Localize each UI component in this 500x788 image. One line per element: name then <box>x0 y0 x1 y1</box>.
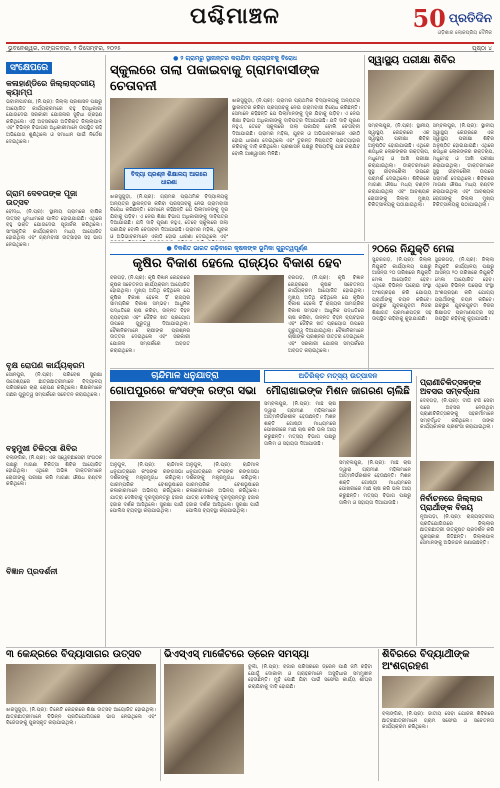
photo-caption: ବିଦ୍ୟା ପ୍ରଶ୍ନ ଶିକ୍ଷାଳୟ ଆଗରେ ଧାରଣା <box>124 168 214 190</box>
fishery-photo <box>339 401 411 457</box>
top-story-body-cont: ଝାରସୁଗୁଡ଼ା, (ନି.ପ୍ର): ଗ୍ରାମର ପ୍ରାଥମିକ ବିଦ୍ୟାଳୟକୁ ଅନ୍ୟତ୍ର ସ୍ଥାନାନ୍ତର କରିବା ପ୍ରସ୍ତାବକୁ ନେଇ ଗ୍ରାମବାସୀ ବିରୋଧ କରିଛନ୍ତି। ସେମାନେ କହିଛନ୍ତି ଯେ ପିଲାମାନଙ୍କୁ ଦୂର ଯିବାକୁ ପଡ଼ିବ। ଏ ନେଇ ଶିକ୍ଷା ବିଭାଗ ଅଧିକାରୀଙ୍କୁ ଦାବିପତ୍ର ଦିଆଯାଇଛି। ଯଦି ଦାବି ପୂରଣ ନହୁଏ, ତେବେ ସ୍କୁଲରେ ତାଲା ପକାଯିବ ବୋଲି ଚେତାବନୀ ଦିଆଯାଇଛି। ଗ୍ରାମର ମହିଳା, ଯୁବକ ଓ ଅଭିଭାବକମାନେ ଏକାଠି ହୋଇ ଧାରଣା ଦେଇଥିଲେ ଏବଂ ତୁରନ୍ତ ନିଷ୍ପତ୍ତି ପ୍ରତ୍ୟାହାର କରିବାକୁ ଦାବି କରିଥିଲେ। ପ୍ରଶାସନ ପକ୍ଷରୁ ବିଷୟଟିକୁ ଯାଞ୍ଚ କରାଯିବ ବୋଲି ଆଶ୍ୱାସନା ମିଳିଛି। <box>232 98 360 157</box>
jobs-body: ସୁନ୍ଦରଗଡ଼, (ନି.ପ୍ର): ଜିଲ୍ଲା ନିଯୁକ୍ତି କାର୍ଯ୍ୟାଳୟ ପକ୍ଷରୁ ଆସନ୍ତା ୨୦ ତାରିଖରେ ନିଯୁକ୍ତି ମେଳା ଆୟୋଜିତ ହେବ। ଏଥିରେ ବିଭିନ୍ନ ଘରୋଇ ସଂସ୍ଥା ଅଂଶଗ୍ରହଣ କରି ଯୋଗ୍ୟ ପ୍ରାର୍ଥୀଙ୍କୁ ଚୟନ କରିବେ। ଇଚ୍ଛୁକ ଯୁବକଯୁବତୀ ନିଜର ଶିକ୍ଷାଗତ ପ୍ରମାଣପତ୍ର ସହ ଉପସ୍ଥିତ ରହିବାକୁ କୁହାଯାଇଛି। <box>372 257 432 323</box>
bottom-headline[interactable]: ଭିଏସ୍ଏସ୍ ମାର୍କେଟରେ ଡ୍ରେନ ସମସ୍ୟା <box>164 649 310 660</box>
divider <box>110 242 494 243</box>
section-title: ପଶ୍ଚିମାଞ୍ଚଳ <box>190 4 280 29</box>
brief-body: ସୋନପୁର, (ନି.ପ୍ର): ପରିବେଶ ସୁରକ୍ଷା ଉଦ୍ଦେଶ୍ୟରେ ଛାତ୍ରଛାତ୍ରୀମାନେ ବିଦ୍ୟାଳୟ ପରିସରରେ ଚାରା ରୋପଣ କରିଥିଲେ। ଶିକ୍ଷକମାନେ ଗଛର ଗୁରୁତ୍ୱ ସମ୍ପର୍କରେ ସଚେତନ କରାଇଥିଲେ। <box>6 372 102 398</box>
top-story-headline[interactable]: ସ୍କୁଲରେ ତାଲା ପକାଇବାକୁ ଗ୍ରାମବାସୀଙ୍କ ଚେତାବନୀ <box>110 63 320 94</box>
agri-headline[interactable]: କୃଷିର ବିକାଶ ହେଲେ ରାଜ୍ୟର ବିକାଶ ହେବ <box>132 256 342 271</box>
camp-photo <box>382 676 494 708</box>
health-camp-photo <box>368 70 494 120</box>
yatra-photo <box>110 401 260 459</box>
divider <box>6 647 494 648</box>
brief-headline[interactable]: ଗ୍ରାମ ଦେବତାଙ୍କ ପୂଜା ଉତ୍ସବ <box>6 189 78 207</box>
agri-body: ବରଗଡ଼, (ନି.ପ୍ର): କୃଷି ବିଜ୍ଞାନ କେନ୍ଦ୍ରରେ କୃଷକ ସଚେତନତା କାର୍ଯ୍ୟକ୍ରମ ଆୟୋଜିତ ହୋଇଥିଲା। ମୁଖ୍ୟ ଅତିଥି କହିଥିଲେ ଯେ କୃଷିର ବିକାଶ ହେଲେ ହିଁ ରାଜ୍ୟର ସାମଗ୍ରିକ ବିକାଶ ସମ୍ଭବ। ଆଧୁନିକ ପଦ୍ଧତିରେ ଚାଷ କରିବା, ଉନ୍ନତ ବିହନ ବ୍ୟବହାର ଏବଂ ଜୈବିକ ଖତ ପ୍ରୟୋଗ ଉପରେ ଗୁରୁତ୍ୱ ଦିଆଯାଇଥିଲା। ବୈଜ୍ଞାନିକମାନେ ଚାଷୀଙ୍କ ପ୍ରଶ୍ନର ଉତ୍ତର ଦେଇଥିଲେ ଏବଂ ସରକାରୀ ଯୋଜନା ସମ୍ପର୍କରେ ଅବଗତ କରାଇଥିଲେ। <box>110 275 190 354</box>
health-body: ସମ୍ବଲପୁର, (ନି.ପ୍ର): ସ୍ଥାନୀୟ ସ୍ୱାସ୍ଥ୍ୟ କେନ୍ଦ୍ରରେ ଏକ ସ୍ୱାସ୍ଥ୍ୟ ପରୀକ୍ଷା ଶିବିର ଅନୁଷ୍ଠିତ ହୋଇଯାଇଛି। ଏଥିରେ ଶତାଧିକ ଲୋକଙ୍କର ରକ୍ତଚାପ, ମଧୁମେହ ଓ ଆଖି ପରୀକ୍ଷା କରାଯାଇଥିଲା। ଡାକ୍ତରମାନେ ସୁସ୍ଥ ଜୀବନଶୈଳୀ ଉପରେ ପରାମର୍ଶ ଦେଇଥିଲେ। ଶିବିରରେ ମାଗଣା ଔଷଧ ମଧ୍ୟ ବଣ୍ଟନ କରାଯାଇଥିଲା ଏବଂ ଆବଶ୍ୟକ ରୋଗୀଙ୍କୁ ଜିଲ୍ଲା ମୁଖ୍ୟ ଚିକିତ୍ସାଳୟକୁ ପଠାଯାଇଥିଲା। <box>368 123 430 209</box>
chand-body-cont: ଅନୁଗୁଳ, (ନି.ପ୍ର): ଚାନ୍ଦିମାଳ ଧନୁଯାତ୍ରାରେ କଂସଙ୍କ ରଙ୍ଗସଭା ଦର୍ଶକଙ୍କୁ ମନ୍ତ୍ରମୁଗ୍ଧ କରିଥିଲା। ପାରମ୍ପରିକ ବେଶଭୂଷାରେ କଳାକାରମାନେ ଅଭିନୟ କରିଥିଲେ। ଯାତ୍ରା ଦେଖିବାକୁ ଦୂରଦୂରାନ୍ତରୁ ହଜାର ହଜାର ଦର୍ଶକ ଆସିଥିଲେ। ସୁରକ୍ଷା ପାଇଁ ପୋଲିସ ବ୍ୟବସ୍ଥା କରାଯାଇଥିଲା। <box>186 462 259 515</box>
education-fest-story <box>6 649 156 781</box>
logo-anniversary-number: 50 <box>412 4 446 33</box>
dateline <box>6 42 494 52</box>
top-story-kicker: ● ୨ ଗ୍ରାମରୁ ସ୍ଥାନାନ୍ତର କରାଯିବା ପ୍ରସ୍ତାବକୁ ବିରୋଧ <box>173 55 297 62</box>
brief-body: ଭବାନୀପାଟଣା, (ନି.ପ୍ର): ଜିଲ୍ଲା ପ୍ରଶାସନ ପକ୍ଷରୁ ଆୟୋଜିତ କାର୍ଯ୍ୟକ୍ରମରେ ବହୁ ହିତାଧିକାରୀ ଯୋଗଦେଇ ସରକାରୀ ଯୋଜନାର ସୁବିଧା ଗ୍ରହଣ କରିଥିଲେ। ଏହି ଅବସରରେ ଅତିରିକ୍ତ ଜିଲ୍ଲାପାଳ ଏବଂ ବିଭିନ୍ନ ବିଭାଗର ଅଧିକାରୀମାନେ ଉପସ୍ଥିତ ରହି ଅଭିଯୋଗ ଶୁଣିଥିଲେ ଓ ସମାଧାନ ପାଇଁ ନିର୍ଦ୍ଦେଶ ଦେଇଥିଲେ। <box>6 99 102 145</box>
brief-headline[interactable]: ବିଜ୍ଞାନ ପ୍ରଦର୍ଶନୀ <box>6 567 58 576</box>
health-body-cont: ସମ୍ବଲପୁର, (ନି.ପ୍ର): ସ୍ଥାନୀୟ ସ୍ୱାସ୍ଥ୍ୟ କେନ୍ଦ୍ରରେ ଏକ ସ୍ୱାସ୍ଥ୍ୟ ପରୀକ୍ଷା ଶିବିର ଅନୁଷ୍ଠିତ ହୋଇଯାଇଛି। ଏଥିରେ ଶତାଧିକ ଲୋକଙ୍କର ରକ୍ତଚାପ, ମଧୁମେହ ଓ ଆଖି ପରୀକ୍ଷା କରାଯାଇଥିଲା। ଡାକ୍ତରମାନେ ସୁସ୍ଥ ଜୀବନଶୈଳୀ ଉପରେ ପରାମର୍ଶ ଦେଇଥିଲେ। ଶିବିରରେ ମାଗଣା ଔଷଧ ମଧ୍ୟ ବଣ୍ଟନ କରାଯାଇଥିଲା ଏବଂ ଆବଶ୍ୟକ ରୋଗୀଙ୍କୁ ଜିଲ୍ଲା ମୁଖ୍ୟ ଚିକିତ୍ସାଳୟକୁ ପଠାଯାଇଥିଲା। <box>432 123 494 209</box>
right-briefs <box>416 376 494 646</box>
brief-headline[interactable]: କଳାହାଣ୍ଡିରେ ଜିଲ୍ଲାସ୍ତରୀୟ କ୍ୟାମ୍ପ <box>6 79 95 97</box>
masthead <box>0 0 500 44</box>
jobs-headline[interactable]: ୨୦ରେ ନିଯୁକ୍ତି ମେଳା <box>372 244 455 255</box>
jobs-body-cont: ସୁନ୍ଦରଗଡ଼, (ନି.ପ୍ର): ଜିଲ୍ଲା ନିଯୁକ୍ତି କାର୍ଯ୍ୟାଳୟ ପକ୍ଷରୁ ଆସନ୍ତା ୨୦ ତାରିଖରେ ନିଯୁକ୍ତି ମେଳା ଆୟୋଜିତ ହେବ। ଏଥିରେ ବିଭିନ୍ନ ଘରୋଇ ସଂସ୍ଥା ଅଂଶଗ୍ରହଣ କରି ଯୋଗ୍ୟ ପ୍ରାର୍ଥୀଙ୍କୁ ଚୟନ କରିବେ। ଇଚ୍ଛୁକ ଯୁବକଯୁବତୀ ନିଜର ଶିକ୍ଷାଗତ ପ୍ରମାଣପତ୍ର ସହ ଉପସ୍ଥିତ ରହିବାକୁ କୁହାଯାଇଛି। <box>434 257 494 323</box>
divider <box>160 649 161 781</box>
brief-body: ବଲାଙ୍ଗିର, (ନି.ପ୍ର): ଏକ ସ୍ୱେଚ୍ଛାସେବୀ ସଂଗଠନ ପକ୍ଷରୁ ମାଗଣା ଚିକିତ୍ସା ଶିବିର ଆୟୋଜିତ ହୋଇଥିଲା। ଏଥିରେ ଅଭିଜ୍ଞ ଡାକ୍ତରମାନେ ରୋଗୀଙ୍କୁ ପରୀକ୍ଷା କରି ମାଗଣା ଔଷଧ ବଣ୍ଟନ କରିଥିଲେ। <box>6 455 102 488</box>
health-headline[interactable]: ସ୍ୱାସ୍ଥ୍ୟ ପରୀକ୍ଷା ଶିବିର <box>368 55 456 66</box>
agri-photo <box>194 275 284 323</box>
agriculture-story <box>110 244 364 366</box>
bottom-headline[interactable]: ୩ କେନ୍ଦ୍ରରେ ବିଦ୍ୟାସାଗର ଉତ୍ସବ <box>6 649 142 660</box>
right-brief-body: ନୂଆପଡ଼ା, (ନି.ପ୍ର): ରାଜ୍ୟସ୍ତରୀୟ ପ୍ରତିଯୋଗିତାରେ ଜିଲ୍ଲାର ଛାତ୍ରଛାତ୍ରୀ ଉତ୍କୃଷ୍ଟ ପ୍ରଦର୍ଶନ କରି ପୁରସ୍କାର ଜିତିଛନ୍ତି। ଜିଲ୍ଲାପାଳ ସେମାନଙ୍କୁ ଅଭିନନ୍ଦନ ଜଣାଇଛନ୍ତି। <box>420 514 494 547</box>
top-story-body: ଝାରସୁଗୁଡ଼ା, (ନି.ପ୍ର): ଗ୍ରାମର ପ୍ରାଥମିକ ବିଦ୍ୟାଳୟକୁ ଅନ୍ୟତ୍ର ସ୍ଥାନାନ୍ତର କରିବା ପ୍ରସ୍ତାବକୁ ନେଇ ଗ୍ରାମବାସୀ ବିରୋଧ କରିଛନ୍ତି। ସେମାନେ କହିଛନ୍ତି ଯେ ପିଲାମାନଙ୍କୁ ଦୂର ଯିବାକୁ ପଡ଼ିବ। ଏ ନେଇ ଶିକ୍ଷା ବିଭାଗ ଅଧିକାରୀଙ୍କୁ ଦାବିପତ୍ର ଦିଆଯାଇଛି। ଯଦି ଦାବି ପୂରଣ ନହୁଏ, ତେବେ ସ୍କୁଲରେ ତାଲା ପକାଯିବ ବୋଲି ଚେତାବନୀ ଦିଆଯାଇଛି। ଗ୍ରାମର ମହିଳା, ଯୁବକ ଓ ଅଭିଭାବକମାନେ ଏକାଠି ହୋଇ ଧାରଣା ଦେଇଥିଲେ ଏବଂ <box>110 194 228 240</box>
job-fair-story <box>368 244 494 372</box>
fish-body-cont: ସମ୍ବଲପୁର, (ନି.ପ୍ର): ମାଛ ଚାଷ ଦ୍ୱାରା ଗ୍ରାମୀଣ ମହିଳାମାନେ ଆତ୍ମନିର୍ଭରଶୀଳ ହେଉଛନ୍ତି। ମିଶନ ଶକ୍ତି ଗୋଷ୍ଠୀ ମାଧ୍ୟମରେ ପୋଖରୀରେ ମାଛ ଚାଷ କରି ଭଲ ଆୟ କରୁଛନ୍ତି। ମତ୍ସ୍ୟ ବିଭାଗ ପକ୍ଷରୁ ତାଲିମ ଓ ସହାୟତା ଦିଆଯାଉଛି। <box>339 460 411 506</box>
market-drain-story <box>164 649 374 781</box>
chand-body: ଅନୁଗୁଳ, (ନି.ପ୍ର): ଚାନ୍ଦିମାଳ ଧନୁଯାତ୍ରାରେ କଂସଙ୍କ ରଙ୍ଗସଭା ଦର୍ଶକଙ୍କୁ ମନ୍ତ୍ରମୁଗ୍ଧ କରିଥିଲା। ପାରମ୍ପରିକ ବେଶଭୂଷାରେ କଳାକାରମାନେ ଅଭିନୟ କରିଥିଲେ। ଯାତ୍ରା ଦେଖିବାକୁ ଦୂରଦୂରାନ୍ତରୁ ହଜାର ହଜାର ଦର୍ଶକ ଆସିଥିଲେ। ସୁରକ୍ଷା ପାଇଁ ପୋଲିସ ବ୍ୟବସ୍ଥା କରାଯାଇଥିଲା। <box>110 462 183 515</box>
right-brief-headline[interactable]: ପ୍ରାଣୀଚିକିତ୍ସକଙ୍କ ଅବସର ସମ୍ବର୍ଦ୍ଧନା <box>420 378 482 396</box>
fish-body: ସମ୍ବଲପୁର, (ନି.ପ୍ର): ମାଛ ଚାଷ ଦ୍ୱାରା ଗ୍ରାମୀଣ ମହିଳାମାନେ ଆତ୍ମନିର୍ଭରଶୀଳ ହେଉଛନ୍ତି। ମିଶନ ଶକ୍ତି ଗୋଷ୍ଠୀ ମାଧ୍ୟମରେ ପୋଖରୀରେ ମାଛ ଚାଷ କରି ଭଲ ଆୟ କରୁଛନ୍ତି। ମତ୍ସ୍ୟ ବିଭାଗ ପକ୍ଷରୁ ତାଲିମ ଓ ସହାୟତା ଦିଆଯାଉଛି। <box>264 401 336 447</box>
bottom-body: ବୁର୍ଲା, (ନି.ପ୍ର): ବଜାର ପରିସରରେ ଡ୍ରେନ ପାଣି ଜମି ରହିବା ଯୋଗୁଁ ଦୋକାନୀ ଓ ଗ୍ରାହକମାନେ ଅସୁବିଧାର ସମ୍ମୁଖୀନ ହେଉଛନ୍ତି। ମୁହଁ ପୋଛି ଯିବା ପାଇଁ ସଫେଇ କାର୍ଯ୍ୟ ଶୀଘ୍ର କରାଯିବାକୁ ଦାବି ହୋଇଛି। <box>248 664 372 690</box>
drain-photo <box>164 664 244 774</box>
brief-body: ବୌଦ୍ଧ, (ନି.ପ୍ର): ସ୍ଥାନୀୟ ଗ୍ରାମରେ ବାର୍ଷିକ ଉତ୍ସବ ଧୁମଧାମରେ ପାଳିତ ହୋଇଯାଇଛି। ଏଥିରେ ବହୁ ଭକ୍ତ ଯୋଗଦେଇ ପୂଜାର୍ଚ୍ଚନା କରିଥିଲେ। ସାଂସ୍କୃତିକ କାର୍ଯ୍ୟକ୍ରମ ମଧ୍ୟ ଆୟୋଜିତ ହୋଇଥିଲା ଏବଂ ଗ୍ରାମବାସୀ ଉତ୍ସାହର ସହ ଭାଗ ନେଇଥିଲେ। <box>6 209 102 248</box>
logo-name: ପ୍ରତିଦିନ <box>448 11 492 25</box>
health-camp-story <box>364 55 494 241</box>
camp-story <box>382 649 494 781</box>
chand-banner: ଚାନ୍ଦିମାଳ ଧନୁଯାତ୍ରା <box>110 370 260 382</box>
school-photo <box>6 664 156 704</box>
page-number: ପୃଷ୍ଠା ୪ <box>471 45 492 52</box>
agri-body-cont: ବରଗଡ଼, (ନି.ପ୍ର): କୃଷି ବିଜ୍ଞାନ କେନ୍ଦ୍ରରେ କୃଷକ ସଚେତନତା କାର୍ଯ୍ୟକ୍ରମ ଆୟୋଜିତ ହୋଇଥିଲା। ମୁଖ୍ୟ ଅତିଥି କହିଥିଲେ ଯେ କୃଷିର ବିକାଶ ହେଲେ ହିଁ ରାଜ୍ୟର ସାମଗ୍ରିକ ବିକାଶ ସମ୍ଭବ। ଆଧୁନିକ ପଦ୍ଧତିରେ ଚାଷ କରିବା, ଉନ୍ନତ ବିହନ ବ୍ୟବହାର ଏବଂ ଜୈବିକ ଖତ ପ୍ରୟୋଗ ଉପରେ ଗୁରୁତ୍ୱ ଦିଆଯାଇଥିଲା। ବୈଜ୍ଞାନିକମାନେ ଚାଷୀଙ୍କ ପ୍ରଶ୍ନର ଉତ୍ତର ଦେଇଥିଲେ ଏବଂ ସରକାରୀ ଯୋଜନା ସମ୍ପର୍କରେ ଅବଗତ କରାଇଥିଲେ। <box>288 275 364 354</box>
logo-tagline: ଓଡ଼ିଶାର ଲୋକପ୍ରିୟ ଦୈନିକ <box>437 30 492 36</box>
right-brief-body: ଦେବଗଡ଼, (ନି.ପ୍ର): ଦୀର୍ଘ ବର୍ଷ ସେବା ପରେ ଅବସର ନେଉଥିବା ପ୍ରାଣୀଚିକିତ୍ସକଙ୍କୁ ସହକର୍ମୀମାନେ ସମ୍ବର୍ଦ୍ଧିତ କରିଥିଲେ। ତାଙ୍କ କାର୍ଯ୍ୟକାଳର ପ୍ରଶଂସା କରାଯାଇଥିଲା। <box>420 398 494 431</box>
bottom-headline[interactable]: ଶିବିରରେ ବିଦ୍ୟାର୍ଥୀଙ୍କ ଅଂଶଗ୍ରହଣ <box>382 649 470 672</box>
divider <box>378 649 379 781</box>
fishery-story <box>264 370 412 560</box>
fish-banner: ଅତିରିକ୍ତ ମତ୍ସ୍ୟ ଉତ୍ପାଦନ <box>264 370 412 383</box>
right-brief-headline[interactable]: ନିର୍ବାଚନରେ ଜିଲ୍ଲାର ପ୍ରାର୍ଥୀଙ୍କ ବିଜୟ <box>420 494 483 512</box>
brief-headline[interactable]: ବୃକ୍ଷ ରୋପଣ କାର୍ଯ୍ୟକ୍ରମ <box>6 361 85 370</box>
bottom-body: ବଲାଙ୍ଗିର, (ନି.ପ୍ର): ଜାତୀୟ ସେବା ଯୋଜନା ଶିବିରରେ ଛାତ୍ରଛାତ୍ରୀମାନେ ଗ୍ରାମ ସଫେଇ ଓ ସଚେତନତା କାର୍ଯ୍ୟକ୍ରମ କରିଥିଲେ। <box>382 711 494 731</box>
briefs-tag: ସଂକ୍ଷେପରେ <box>6 62 52 74</box>
bottom-body: ଝାରସୁଗୁଡ଼ା, (ନି.ପ୍ର): ତିନୋଟି କେନ୍ଦ୍ରରେ ଶିକ୍ଷା ଉତ୍ସବ ଆୟୋଜିତ ହୋଇଥିଲା। ଛାତ୍ରଛାତ୍ରୀମାନେ ବିଭିନ୍ନ ପ୍ରତିଯୋଗିତାରେ ଭାଗ ନେଇଥିଲେ ଏବଂ ବିଜେତାଙ୍କୁ ପୁରସ୍କୃତ କରାଯାଇଥିଲା। <box>6 707 156 727</box>
chand-headline[interactable]: ଗୋପପୁରରେ କଂସଙ୍କ ରଙ୍ଗ ସଭା <box>110 384 257 397</box>
date-text: ଭୁବନେଶ୍ୱର, ମଙ୍ଗଳବାର, ୨ ଡିସେମ୍ବର, ୨୦୨୫ <box>8 45 121 52</box>
newspaper-logo[interactable] <box>412 4 492 36</box>
dhanu-yatra-story <box>110 370 260 560</box>
top-story <box>110 55 360 241</box>
brief-headline[interactable]: ବହୁମୁଖୀ ଚିକିତ୍ସା ଶିବିର <box>6 444 78 453</box>
divider <box>110 368 494 369</box>
fish-headline[interactable]: ମୌରାଖାଇଙ୍କ ମିଶନ ଜାଗରଣ ଚାଲିଛି <box>266 386 410 397</box>
agri-kicker: ● ବିକଶିତ ଭାରତ ଗଢ଼ିବାରେ କୃଷକଙ୍କ ଭୂମିକା ଗୁରୁତ୍ୱପୂର୍ଣ୍ଣ <box>110 244 364 255</box>
briefs-column <box>6 55 106 647</box>
vet-photo <box>420 461 494 491</box>
